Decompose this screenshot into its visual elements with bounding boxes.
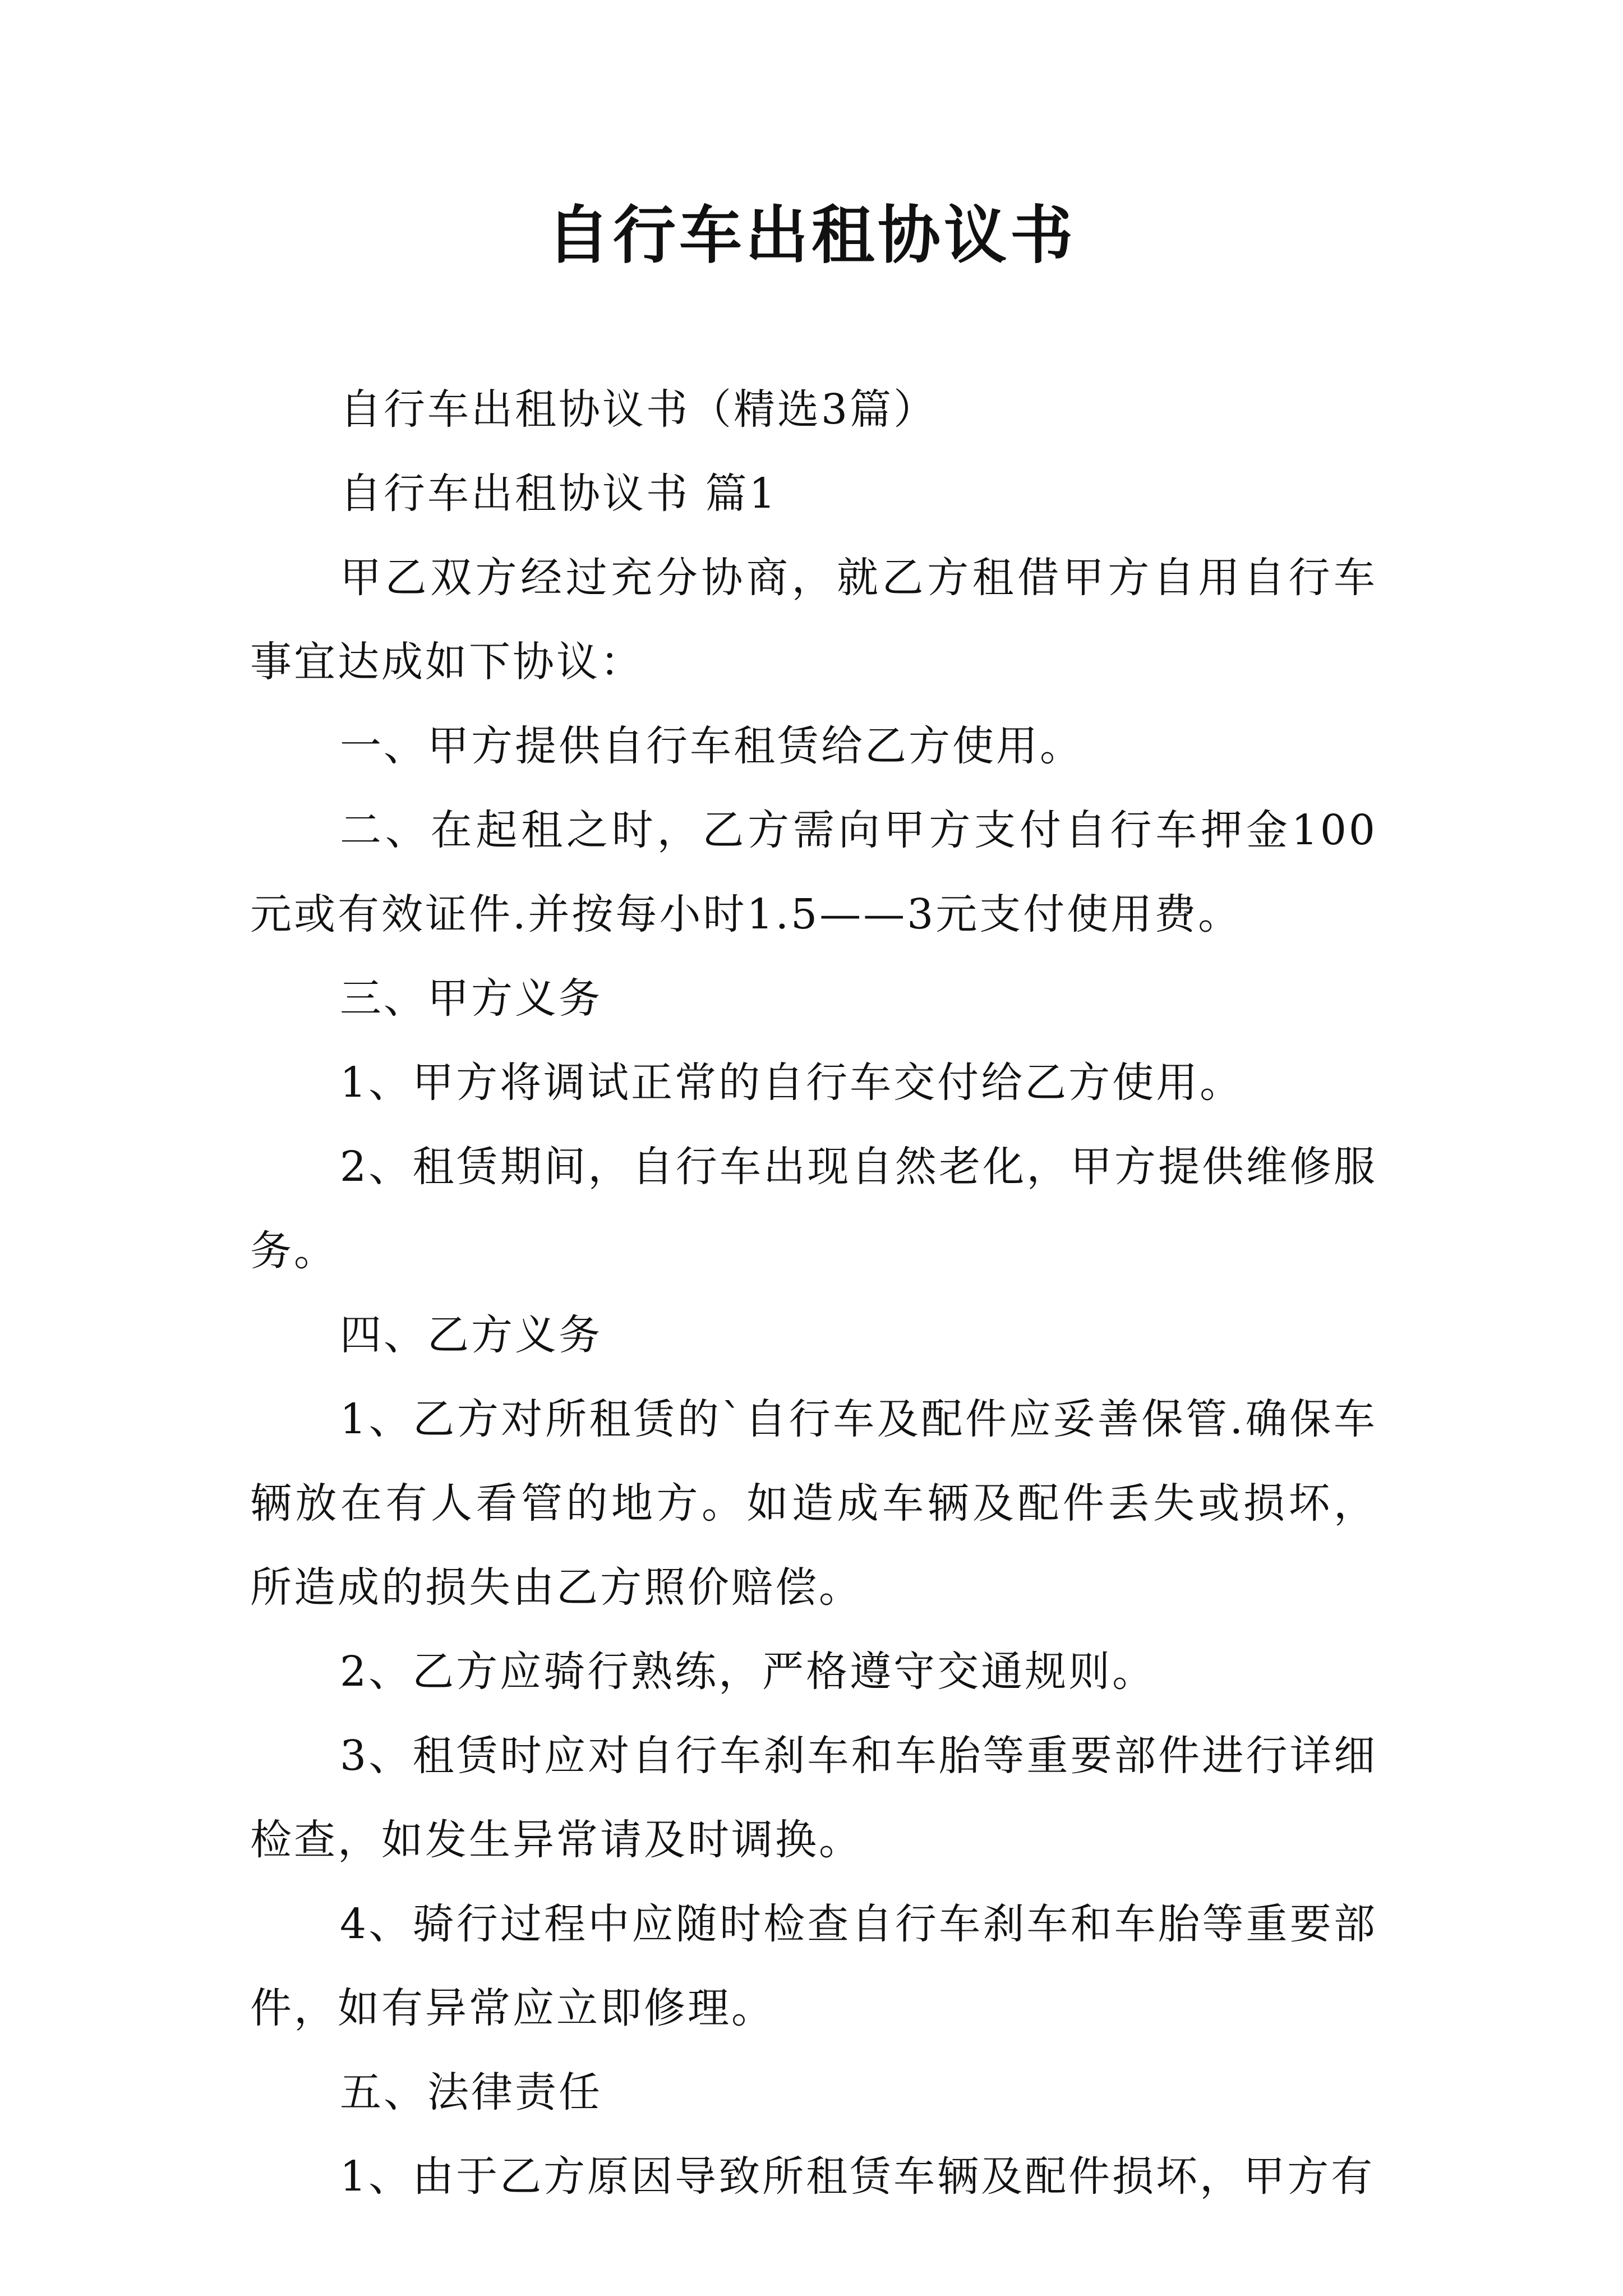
paragraph-clause-1: 一、甲方提供自行车租赁给乙方使用。 — [340, 722, 1083, 770]
paragraph-heading-party-a-duties: 三、甲方义务 — [340, 974, 602, 1023]
paragraph-legal-item-1: 1、由于乙方原因导致所租赁车辆及配件损坏，甲方有 — [340, 2152, 1375, 2201]
paragraph-party-a-item-2: 2、租赁期间，自行车出现自然老化，甲方提供维修服务。 — [250, 1143, 1377, 1275]
paragraph-party-a-item-1: 1、甲方将调试正常的自行车交付给乙方使用。 — [340, 1059, 1244, 1107]
paragraph-party-b-item-1: 1、乙方对所租赁的`自行车及配件应妥善保管.确保车辆放在有人看管的地方。如造成车辆及配件丢失或损坏，所造成的损失由乙方照价赔偿。 — [250, 1395, 1377, 1612]
paragraph-intro: 甲乙双方经过充分协商，就乙方租借甲方自用自行车事宜达成如下协议： — [250, 554, 1377, 686]
paragraph-clause-2: 二、在起租之时，乙方需向甲方支付自行车押金100元或有效证件.并按每小时1.5——3元支付使用费。 — [250, 806, 1377, 938]
paragraph-party-b-item-2: 2、乙方应骑行熟练，严格遵守交通规则。 — [340, 1648, 1156, 1696]
document-body — [250, 367, 1377, 2219]
document-title: 自行车出租协议书 — [547, 199, 1076, 272]
paragraph-party-b-item-4: 4、骑行过程中应随时检查自行车刹车和车胎等重要部件，如有异常应立即修理。 — [250, 1900, 1377, 2032]
paragraph-heading-party-b-duties: 四、乙方义务 — [340, 1311, 602, 1359]
paragraph-heading-legal-liability: 五、法律责任 — [340, 2068, 602, 2116]
paragraph-party-b-item-3: 3、租赁时应对自行车刹车和车胎等重要部件进行详细检查，如发生异常请及时调换。 — [250, 1732, 1377, 1864]
paragraph-subtitle: 自行车出租协议书（精选3篇） — [340, 385, 938, 434]
paragraph-section-heading: 自行车出租协议书 篇1 — [340, 470, 778, 518]
